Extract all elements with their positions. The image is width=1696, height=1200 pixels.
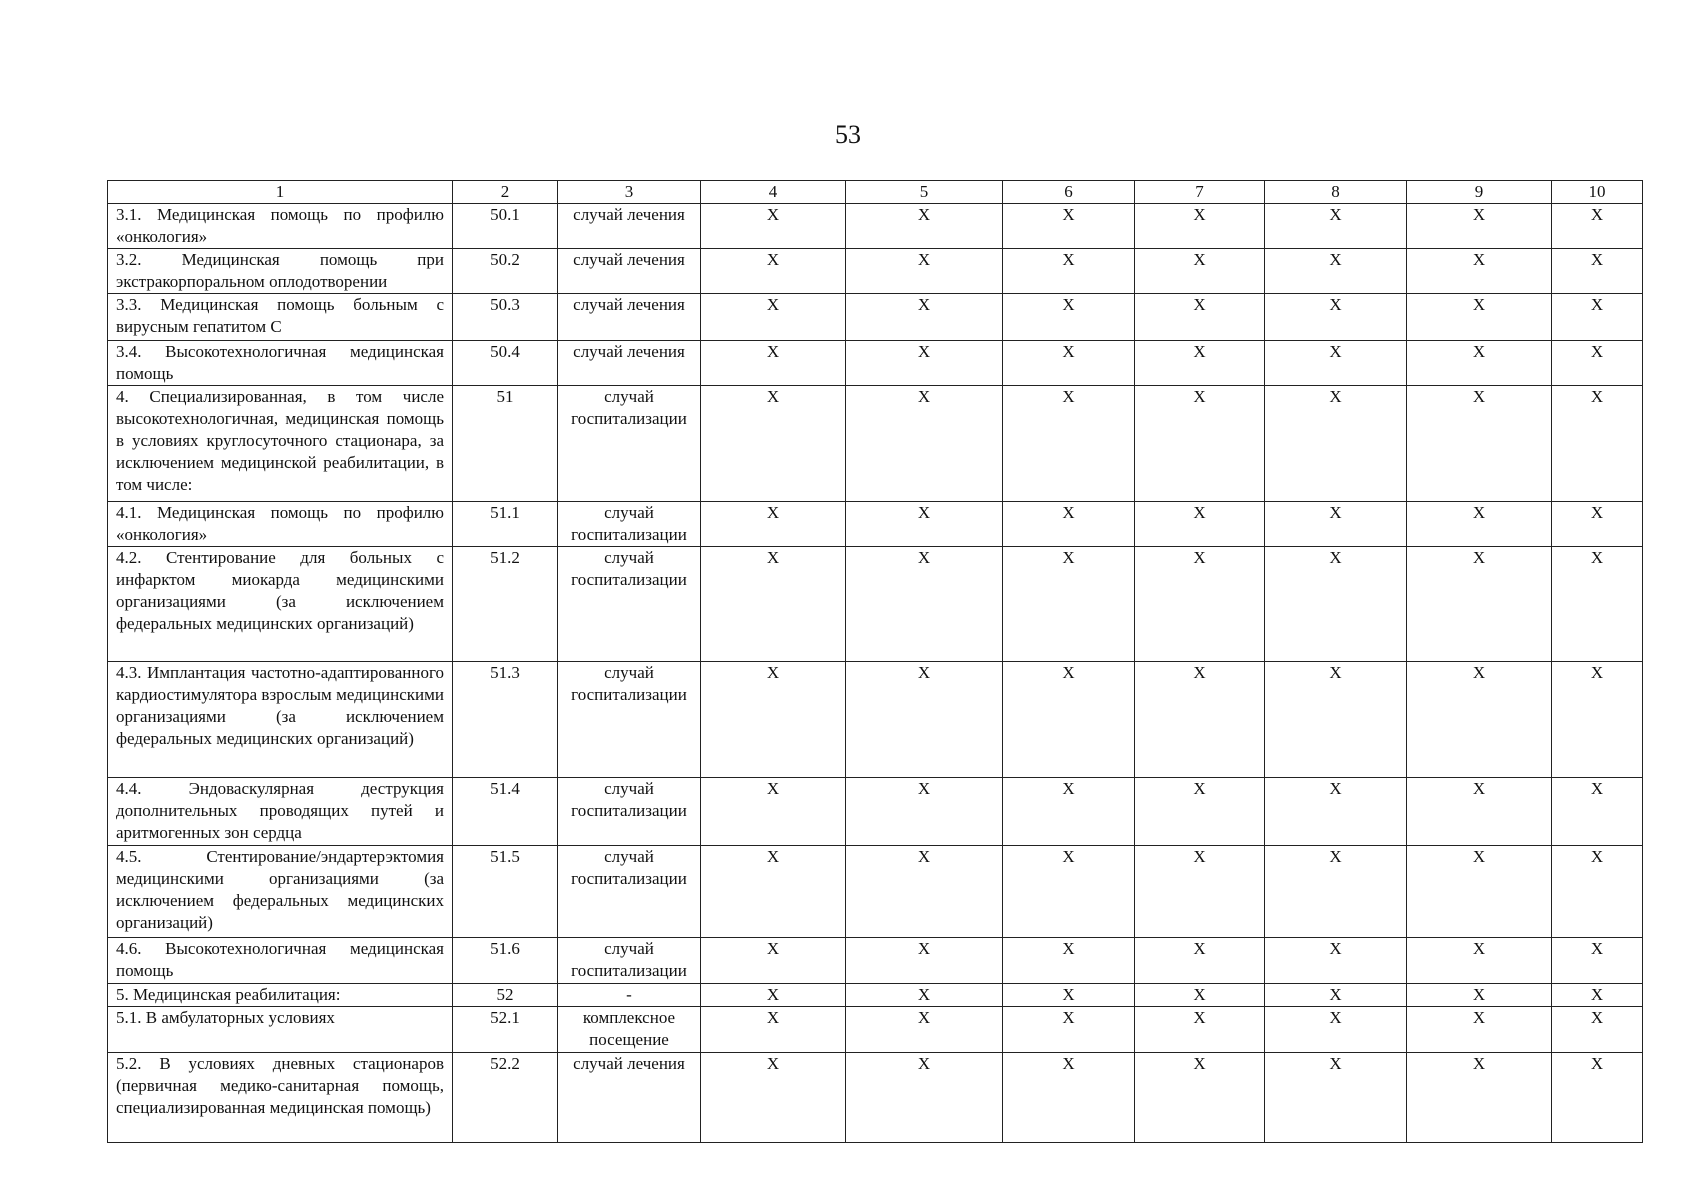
row-cell-value: X (1135, 204, 1265, 249)
table-row (108, 386, 1643, 502)
row-name: 4.1. Медицинская помощь по профилю «онкология» (108, 502, 453, 547)
row-unit: случай лечения (558, 294, 701, 341)
column-header: 5 (846, 181, 1003, 204)
row-cell-value: X (1552, 938, 1643, 984)
row-code: 51.2 (453, 547, 558, 662)
column-header: 7 (1135, 181, 1265, 204)
row-cell-value: X (1407, 846, 1552, 938)
row-cell-value: X (701, 1007, 846, 1053)
row-cell-value: X (1407, 662, 1552, 778)
row-cell-value: X (1003, 249, 1135, 294)
row-unit: случай лечения (558, 249, 701, 294)
table-body (108, 204, 1643, 1143)
column-header: 1 (108, 181, 453, 204)
row-cell-value: X (1135, 294, 1265, 341)
row-cell-value: X (1003, 662, 1135, 778)
row-cell-value: X (1003, 938, 1135, 984)
row-name: 5.1. В амбулаторных условиях (108, 1007, 453, 1053)
data-table (107, 180, 1643, 1143)
table-row (108, 294, 1643, 341)
table-row (108, 249, 1643, 294)
row-cell-value: X (1003, 984, 1135, 1007)
row-cell-value: X (701, 249, 846, 294)
row-cell-value: X (1265, 502, 1407, 547)
row-cell-value: X (846, 294, 1003, 341)
row-cell-value: X (1265, 662, 1407, 778)
row-cell-value: X (1003, 547, 1135, 662)
row-code: 51.1 (453, 502, 558, 547)
row-cell-value: X (1003, 1053, 1135, 1143)
row-name: 4.3. Имплантация частотно-адаптированного кардиостимулятора взрослым медицинскими организациями (за исключением федеральных медицинских организаций) (108, 662, 453, 778)
row-cell-value: X (846, 662, 1003, 778)
row-cell-value: X (1265, 778, 1407, 846)
row-unit: случай госпитализации (558, 502, 701, 547)
row-cell-value: X (701, 502, 846, 547)
row-cell-value: X (701, 294, 846, 341)
row-code: 51.4 (453, 778, 558, 846)
row-cell-value: X (1407, 1007, 1552, 1053)
row-name: 5. Медицинская реабилитация: (108, 984, 453, 1007)
row-cell-value: X (1552, 846, 1643, 938)
row-cell-value: X (1407, 502, 1552, 547)
row-name: 3.3. Медицинская помощь больным с вирусным гепатитом С (108, 294, 453, 341)
row-unit: случай лечения (558, 204, 701, 249)
row-cell-value: X (1135, 1007, 1265, 1053)
row-code: 52 (453, 984, 558, 1007)
row-unit: случай госпитализации (558, 778, 701, 846)
row-cell-value: X (1552, 294, 1643, 341)
row-name: 4.2. Стентирование для больных с инфарктом миокарда медицинскими организациями (за исключением федеральных медицинских организаций) (108, 547, 453, 662)
row-cell-value: X (1407, 984, 1552, 1007)
row-cell-value: X (1135, 984, 1265, 1007)
row-cell-value: X (1003, 204, 1135, 249)
row-name: 3.2. Медицинская помощь при экстракорпоральном оплодотворении (108, 249, 453, 294)
column-header: 6 (1003, 181, 1135, 204)
row-code: 50.4 (453, 341, 558, 386)
row-cell-value: X (701, 204, 846, 249)
row-cell-value: X (1265, 249, 1407, 294)
row-cell-value: X (1552, 984, 1643, 1007)
row-code: 52.2 (453, 1053, 558, 1143)
row-cell-value: X (1135, 386, 1265, 502)
row-cell-value: X (846, 341, 1003, 386)
column-header: 10 (1552, 181, 1643, 204)
row-cell-value: X (1135, 249, 1265, 294)
table-row (108, 341, 1643, 386)
row-unit: случай госпитализации (558, 386, 701, 502)
row-cell-value: X (1265, 1007, 1407, 1053)
row-cell-value: X (846, 1053, 1003, 1143)
row-cell-value: X (1135, 778, 1265, 846)
row-cell-value: X (701, 341, 846, 386)
row-unit: случай госпитализации (558, 547, 701, 662)
column-header: 2 (453, 181, 558, 204)
row-code: 51.5 (453, 846, 558, 938)
row-name: 5.2. В условиях дневных стационаров (первичная медико-санитарная помощь, специализированная медицинская помощь) (108, 1053, 453, 1143)
row-unit: случай госпитализации (558, 662, 701, 778)
row-cell-value: X (846, 984, 1003, 1007)
row-cell-value: X (1003, 1007, 1135, 1053)
table-row (108, 1053, 1643, 1143)
row-code: 50.1 (453, 204, 558, 249)
row-cell-value: X (1135, 662, 1265, 778)
row-cell-value: X (1265, 204, 1407, 249)
row-cell-value: X (701, 778, 846, 846)
page-number: 53 (835, 120, 861, 149)
row-cell-value: X (1552, 502, 1643, 547)
row-name: 3.1. Медицинская помощь по профилю «онкология» (108, 204, 453, 249)
row-cell-value: X (1407, 294, 1552, 341)
row-cell-value: X (1552, 249, 1643, 294)
row-cell-value: X (1003, 386, 1135, 502)
table-row (108, 984, 1643, 1007)
row-cell-value: X (846, 547, 1003, 662)
row-cell-value: X (1135, 547, 1265, 662)
row-cell-value: X (846, 204, 1003, 249)
row-unit: случай госпитализации (558, 846, 701, 938)
row-name: 4.6. Высокотехнологичная медицинская помощь (108, 938, 453, 984)
row-cell-value: X (846, 778, 1003, 846)
row-code: 52.1 (453, 1007, 558, 1053)
row-cell-value: X (1135, 341, 1265, 386)
row-cell-value: X (701, 386, 846, 502)
row-cell-value: X (701, 984, 846, 1007)
row-cell-value: X (1265, 938, 1407, 984)
row-cell-value: X (701, 662, 846, 778)
row-unit: случай лечения (558, 1053, 701, 1143)
row-cell-value: X (701, 846, 846, 938)
row-cell-value: X (1552, 1053, 1643, 1143)
table-row (108, 846, 1643, 938)
row-cell-value: X (1552, 386, 1643, 502)
row-cell-value: X (846, 502, 1003, 547)
row-name: 4. Специализированная, в том числе высокотехнологичная, медицинская помощь в условиях круглосуточного стационара, за исключением медицинской реабилитации, в том числе: (108, 386, 453, 502)
row-cell-value: X (1135, 938, 1265, 984)
row-cell-value: X (1407, 204, 1552, 249)
column-header: 8 (1265, 181, 1407, 204)
row-cell-value: X (1265, 341, 1407, 386)
row-cell-value: X (1407, 249, 1552, 294)
row-cell-value: X (1407, 341, 1552, 386)
row-cell-value: X (1265, 846, 1407, 938)
row-unit: случай госпитализации (558, 938, 701, 984)
row-unit: - (558, 984, 701, 1007)
row-unit: случай лечения (558, 341, 701, 386)
row-cell-value: X (1265, 984, 1407, 1007)
table-row (108, 1007, 1643, 1053)
row-code: 50.2 (453, 249, 558, 294)
row-cell-value: X (1407, 386, 1552, 502)
row-cell-value: X (1135, 1053, 1265, 1143)
column-header: 9 (1407, 181, 1552, 204)
row-cell-value: X (846, 938, 1003, 984)
row-cell-value: X (1407, 938, 1552, 984)
row-name: 4.5. Стентирование/эндартерэктомия медицинскими организациями (за исключением федеральных медицинских организаций) (108, 846, 453, 938)
row-cell-value: X (1003, 341, 1135, 386)
row-cell-value: X (846, 249, 1003, 294)
row-name: 3.4. Высокотехнологичная медицинская помощь (108, 341, 453, 386)
row-cell-value: X (1552, 1007, 1643, 1053)
row-cell-value: X (1552, 547, 1643, 662)
column-header: 3 (558, 181, 701, 204)
row-code: 51.3 (453, 662, 558, 778)
row-cell-value: X (1135, 846, 1265, 938)
table-row (108, 204, 1643, 249)
row-cell-value: X (1407, 778, 1552, 846)
row-cell-value: X (1003, 502, 1135, 547)
row-cell-value: X (1407, 1053, 1552, 1143)
row-cell-value: X (1265, 386, 1407, 502)
row-cell-value: X (846, 386, 1003, 502)
table-row (108, 502, 1643, 547)
row-unit: комплексное посещение (558, 1007, 701, 1053)
row-cell-value: X (1552, 662, 1643, 778)
row-cell-value: X (1552, 778, 1643, 846)
row-cell-value: X (846, 846, 1003, 938)
row-cell-value: X (1003, 778, 1135, 846)
row-cell-value: X (1552, 341, 1643, 386)
row-cell-value: X (701, 1053, 846, 1143)
header-row (108, 181, 1643, 204)
table-row (108, 778, 1643, 846)
table-row (108, 547, 1643, 662)
row-code: 50.3 (453, 294, 558, 341)
row-cell-value: X (1552, 204, 1643, 249)
row-name: 4.4. Эндоваскулярная деструкция дополнительных проводящих путей и аритмогенных зон сердца (108, 778, 453, 846)
column-header: 4 (701, 181, 846, 204)
row-cell-value: X (1003, 294, 1135, 341)
row-cell-value: X (846, 1007, 1003, 1053)
table-row (108, 938, 1643, 984)
row-cell-value: X (1407, 547, 1552, 662)
row-code: 51.6 (453, 938, 558, 984)
table-row (108, 662, 1643, 778)
row-cell-value: X (1265, 1053, 1407, 1143)
row-code: 51 (453, 386, 558, 502)
row-cell-value: X (701, 938, 846, 984)
row-cell-value: X (1265, 547, 1407, 662)
row-cell-value: X (1135, 502, 1265, 547)
row-cell-value: X (701, 547, 846, 662)
row-cell-value: X (1003, 846, 1135, 938)
row-cell-value: X (1265, 294, 1407, 341)
